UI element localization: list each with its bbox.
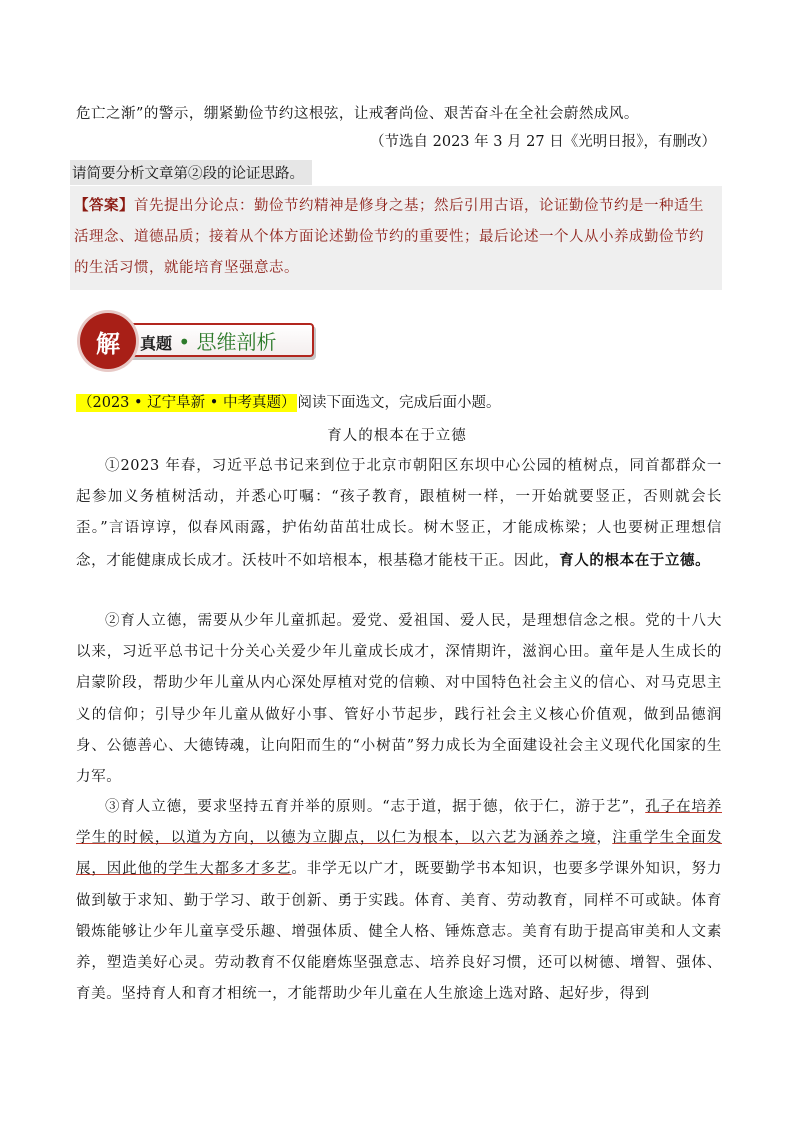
source-citation: （节选自 2023 年 3 月 27 日《光明日报》，有删改） bbox=[370, 134, 716, 150]
paragraph-3-tail: 。非学无以广才，既要勤学书本知识，也要多学课外知识，努力做到敏于求知、勤于学习、敢于创新、勇于实践。体育、美育、劳动教育，同样不可或缺。体育锻炼能够让少年儿童享受乐趣、增强体质、健全人格、锤炼意志。美育有助于提高审美和人文素养，塑造美好心灵。劳动教育不仅能磨炼坚强意志、培养良好习惯，还可以树德、增智、强体、育美。坚持育人和育才相统一，才能帮助少年儿童在人生旅途上选对路、起好步，得到 bbox=[76, 861, 722, 1003]
paragraph-3-lead: ③育人立德，要求坚持五育并举的原则。“志于道，据于德，依于仁，游于艺”， bbox=[105, 799, 646, 815]
exam-source-line bbox=[76, 391, 500, 412]
question-text: 请简要分析文章第②段的论证思路。 bbox=[70, 160, 312, 185]
paragraph-1-thesis: 育人的根本在于立德。 bbox=[559, 551, 711, 569]
banner-circle-badge bbox=[80, 313, 136, 369]
passage-closing-line: 危亡之渐”的警示，绷紧勤俭节约这根弦，让戒奢尚俭、艰苦奋斗在全社会蔚然成风。 bbox=[76, 106, 639, 122]
exam-tag: （2023 • 辽宁阜新 • 中考真题） bbox=[78, 395, 296, 411]
paragraph-1 bbox=[76, 451, 722, 577]
banner-title bbox=[140, 326, 277, 355]
answer-text: 首先提出分论点：勤俭节约精神是修身之基；然后引用古语，论证勤俭节约是一种适生活理念、道德品质；接着从个体方面论述勤俭节约的重要性；最后论述一个人从小养成勤俭节约的生活习惯，就能培育坚强意志。 bbox=[74, 198, 704, 276]
paragraph-2: ②育人立德，需要从少年儿童抓起。爱党、爱祖国、爱人民，是理想信念之根。党的十八大以来，习近平总书记十分关心关爱少年儿童成长成才，深情期许，滋润心田。童年是人生成长的启蒙阶段，帮助少年儿童从内心深处厚植对党的信赖、对中国特色社会主义的信心、对马克思主义的信仰；引导少年儿童从做好小事、管好小节起步，践行社会主义核心价值观，做到品德润身、公德善心、大德铸魂，让向阳而生的“小树苗”努力成长为全面建设社会主义现代化国家的生力军。 bbox=[76, 613, 722, 786]
paragraph-3-mid: ， bbox=[596, 830, 613, 847]
banner-circle-char: 解 bbox=[96, 329, 120, 358]
article-title: 育人的根本在于立德 bbox=[327, 428, 467, 444]
paragraph-3-underline-2: 注重学生全面发展，因此他的学生大都多才多艺 bbox=[76, 830, 722, 878]
paragraph-1-text: ①2023 年春，习近平总书记来到位于北京市朝阳区东坝中心公园的植树点，同首都群众一起参加义务植树活动，并悉心叮嘱：“孩子教育，跟植树一样，一开始就要竖正，否则就会长歪。”言语谆谆，似春风雨露，护佑幼苗茁壮成长。树木竖正，才能成栋梁；人也要树正理想信念，才能健康成长成才。沃枝叶不如培根本，根基稳才能枝干正。因此， bbox=[76, 458, 722, 569]
banner-rest: 思维剖析 bbox=[196, 330, 277, 354]
banner-dot: • bbox=[172, 330, 197, 354]
paragraph-3-underline-1: 孔子在培养学生的时候，以道为方向，以德为立脚点，以仁为根本，以六艺为涵养之境 bbox=[76, 799, 722, 847]
banner-strong: 真题 bbox=[140, 334, 173, 353]
answer-label: 【答案】 bbox=[74, 197, 134, 214]
answer-block bbox=[70, 186, 722, 290]
section-banner bbox=[80, 313, 320, 367]
paragraph-3 bbox=[76, 792, 722, 1010]
exam-instruction: 阅读下面选文，完成后面小题。 bbox=[297, 395, 501, 411]
